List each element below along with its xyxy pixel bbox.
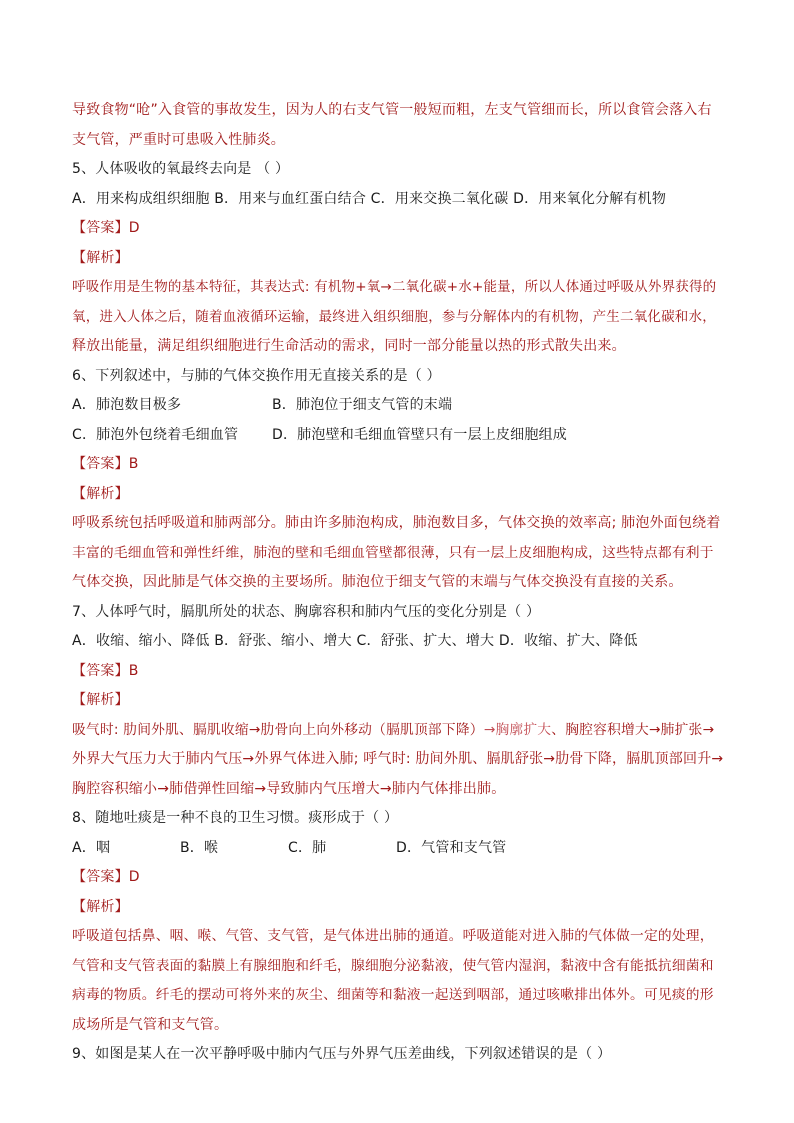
q6-option-a: A．肺泡数目极多 (72, 397, 182, 413)
q7-analysis-line-2: 外界大气压力大于肺内气压→外界气体进入肺; 呼气时: 肋间外肌、膈肌舒张→肋骨下降，膈肌顶部回升→ (72, 751, 724, 767)
q6-options-row-2 (72, 423, 722, 447)
q7-answer: 【答案】B (72, 662, 139, 679)
q7-analysis-line-3: 胸腔容积缩小→肺借弹性回缩→导致肺内气压增大→肺内气体排出肺。 (72, 780, 506, 797)
q6-stem: 6、下列叙述中，与肺的气体交换作用无直接关系的是（ ） (72, 367, 441, 384)
q7-options: A．收缩、缩小、降低 B．舒张、缩小、增大 C．舒张、扩大、增大 D．收缩、扩大、降低 (72, 633, 638, 649)
q8-analysis-line-3: 病毒的物质。纤毛的摆动可将外来的灰尘、细菌等和黏液一起送到咽部，通过咳嗽排出体外。可见痰的形 (72, 987, 714, 1003)
q5-analysis-line-2: 氧，进入人体之后，随着血液循环运输，最终进入组织细胞，参与分解体内的有机物，产生二氧化碳和水， (72, 308, 716, 325)
q6-answer: 【答案】B (72, 456, 139, 472)
q6-option-c: C．肺泡外包绕着毛细血管 (72, 426, 239, 443)
q6-analysis-line-2: 丰富的毛细血管和弹性纤维，肺泡的壁和毛细血管壁都很薄，只有一层上皮细胞构成，这些特点都有利于 (72, 544, 714, 561)
q8-analysis-line-2: 气管和支气管表面的黏膜上有腺细胞和纤毛，腺细胞分泌黏液，使气管内湿润，黏液中含有能抵抗细菌和 (72, 957, 714, 974)
q7-analysis-label: 【解析】 (72, 692, 129, 708)
q8-options (72, 836, 722, 860)
q7-stem: 7、人体呼气时，膈肌所处的状态、胸廓容积和肺内气压的变化分别是（ ） (72, 603, 541, 620)
q8-answer: 【答案】D (72, 869, 140, 885)
q8-stem: 8、随地吐痰是一种不良的卫生习惯。痰形成于（ ） (72, 810, 399, 826)
q5-analysis-label: 【解析】 (72, 249, 129, 266)
q8-option-c: C．肺 (288, 839, 327, 856)
q7-analysis-line-1b: →胸廓扩大 (483, 721, 552, 738)
intro-line-2: 支气管，严重时可患吸入性肺炎。 (72, 131, 285, 148)
document-content (72, 98, 722, 1072)
q6-analysis-line-3: 气体交换，因此肺是气体交换的主要场所。肺泡位于细支气管的末端与气体交换没有直接的关系。 (72, 574, 683, 590)
q7-analysis-line-1a: 吸气时: 肋间外肌、膈肌收缩→肋骨向上向外移动（膈肌顶部下降） (72, 721, 484, 738)
q5-stem: 5、人体吸收的氧最终去向是 （ ） (72, 161, 290, 177)
q8-option-d: D．气管和支气管 (396, 839, 507, 856)
q6-option-b: B．肺泡位于细支气管的末端 (272, 397, 453, 413)
q5-answer: 【答案】D (72, 220, 140, 236)
q6-analysis-line-1: 呼吸系统包括呼吸道和肺两部分。肺由许多肺泡构成，肺泡数目多，气体交换的效率高; 肺泡外面包绕着 (72, 515, 721, 531)
q7-analysis-line-1c: 、胸腔容积增大→肺扩张→ (551, 721, 715, 738)
q7-analysis-line-1 (72, 718, 722, 742)
intro-line-1: 导致食物“呛”入食管的事故发生，因为人的右支气管一般短而粗，左支气管细而长，所以食管会落入右 (72, 102, 712, 118)
q8-analysis-line-4: 成场所是气管和支气管。 (72, 1016, 229, 1033)
q6-analysis-label: 【解析】 (72, 485, 129, 502)
q5-analysis-line-3: 释放出能量，满足组织细胞进行生命活动的需求，同时一部分能量以热的形式散失出来。 (72, 338, 626, 354)
q8-analysis-line-1: 呼吸道包括鼻、咽、喉、气管、支气管，是气体进出肺的通道。呼吸道能对进入肺的气体做一定的处理， (72, 928, 714, 944)
q6-options-row-1 (72, 393, 722, 417)
q5-options: A．用来构成组织细胞 B．用来与血红蛋白结合 C．用来交换二氧化碳 D．用来氧化分解有机物 (72, 190, 667, 207)
q8-option-a: A．咽 (72, 839, 111, 856)
q8-analysis-label: 【解析】 (72, 898, 129, 915)
q9-stem: 9、如图是某人在一次平静呼吸中肺内气压与外界气压差曲线，下列叙述错误的是（ ） (72, 1046, 612, 1062)
q8-option-b: B．喉 (180, 839, 219, 856)
q6-option-d: D．肺泡壁和毛细血管壁只有一层上皮细胞组成 (272, 426, 567, 443)
q5-analysis-line-1: 呼吸作用是生物的基本特征，其表达式: 有机物+氧→二氧化碳+水+能量，所以人体通过呼吸从外界获得的 (72, 279, 717, 295)
